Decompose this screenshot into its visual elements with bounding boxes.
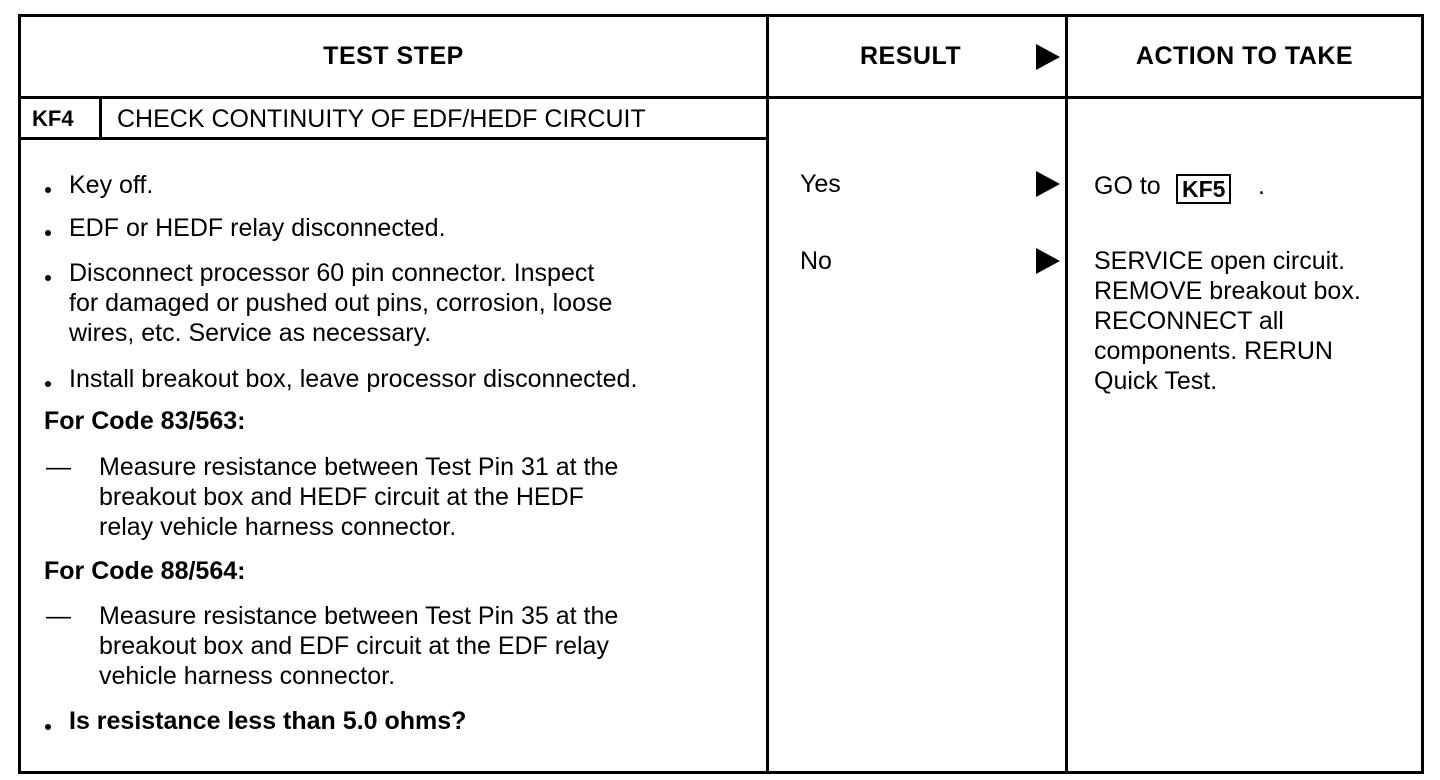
column-divider-2 xyxy=(1065,14,1068,774)
table-border-bottom xyxy=(18,771,1424,774)
result-yes: Yes xyxy=(800,170,841,198)
step-title: CHECK CONTINUITY OF EDF/HEDF CIRCUIT xyxy=(117,105,646,133)
code-83-heading: For Code 83/563: xyxy=(44,407,246,435)
action-yes-prefix: GO to xyxy=(1094,172,1161,200)
diagnostic-table xyxy=(18,14,1424,774)
result-no-arrow-icon xyxy=(1036,248,1060,274)
table-border-right xyxy=(1421,14,1424,774)
bullet-key-off: Key off. xyxy=(69,171,154,199)
code-83-instruction: Measure resistance between Test Pin 31 at the breakout box and HEDF circuit at the HEDF relay vehicle harness connector. xyxy=(99,453,619,541)
bullet-disconnect-processor: Disconnect processor 60 pin connector. Inspect for damaged or pushed out pins, corrosion, loose wires, etc. Service as necessary. xyxy=(69,259,613,347)
bullet-icon xyxy=(45,381,51,387)
code-88-heading: For Code 88/564: xyxy=(44,557,246,585)
header-action: ACTION TO TAKE xyxy=(1135,41,1354,70)
question: Is resistance less than 5.0 ohms? xyxy=(69,707,467,735)
result-yes-arrow-icon xyxy=(1036,171,1060,197)
table-border-left xyxy=(18,14,21,774)
bullet-relay-disconnected: EDF or HEDF relay disconnected. xyxy=(69,214,446,242)
header-test-step: TEST STEP xyxy=(323,41,464,70)
header-arrow-icon xyxy=(1036,44,1060,70)
code-88-instruction: Measure resistance between Test Pin 35 at the breakout box and EDF circuit at the EDF relay vehicle harness connector. xyxy=(99,602,619,690)
step-title-rule xyxy=(18,137,769,140)
action-yes-code-box: KF5 xyxy=(1176,174,1231,204)
header-result: RESULT xyxy=(860,41,962,70)
result-no: No xyxy=(800,247,832,275)
dash-icon: — xyxy=(46,453,71,481)
step-code: KF4 xyxy=(32,106,74,131)
bullet-icon xyxy=(45,187,51,193)
bullet-icon xyxy=(45,275,51,281)
action-no-text: SERVICE open circuit. REMOVE breakout box. RECONNECT all components. RERUN Quick Test. xyxy=(1094,247,1361,395)
step-code-divider xyxy=(99,98,102,139)
dash-icon: — xyxy=(46,602,71,630)
bullet-icon xyxy=(45,230,51,236)
action-yes-suffix: . xyxy=(1258,172,1265,200)
bullet-icon xyxy=(45,724,51,730)
column-divider-1 xyxy=(766,14,769,774)
bullet-install-breakout: Install breakout box, leave processor disconnected. xyxy=(69,365,638,393)
